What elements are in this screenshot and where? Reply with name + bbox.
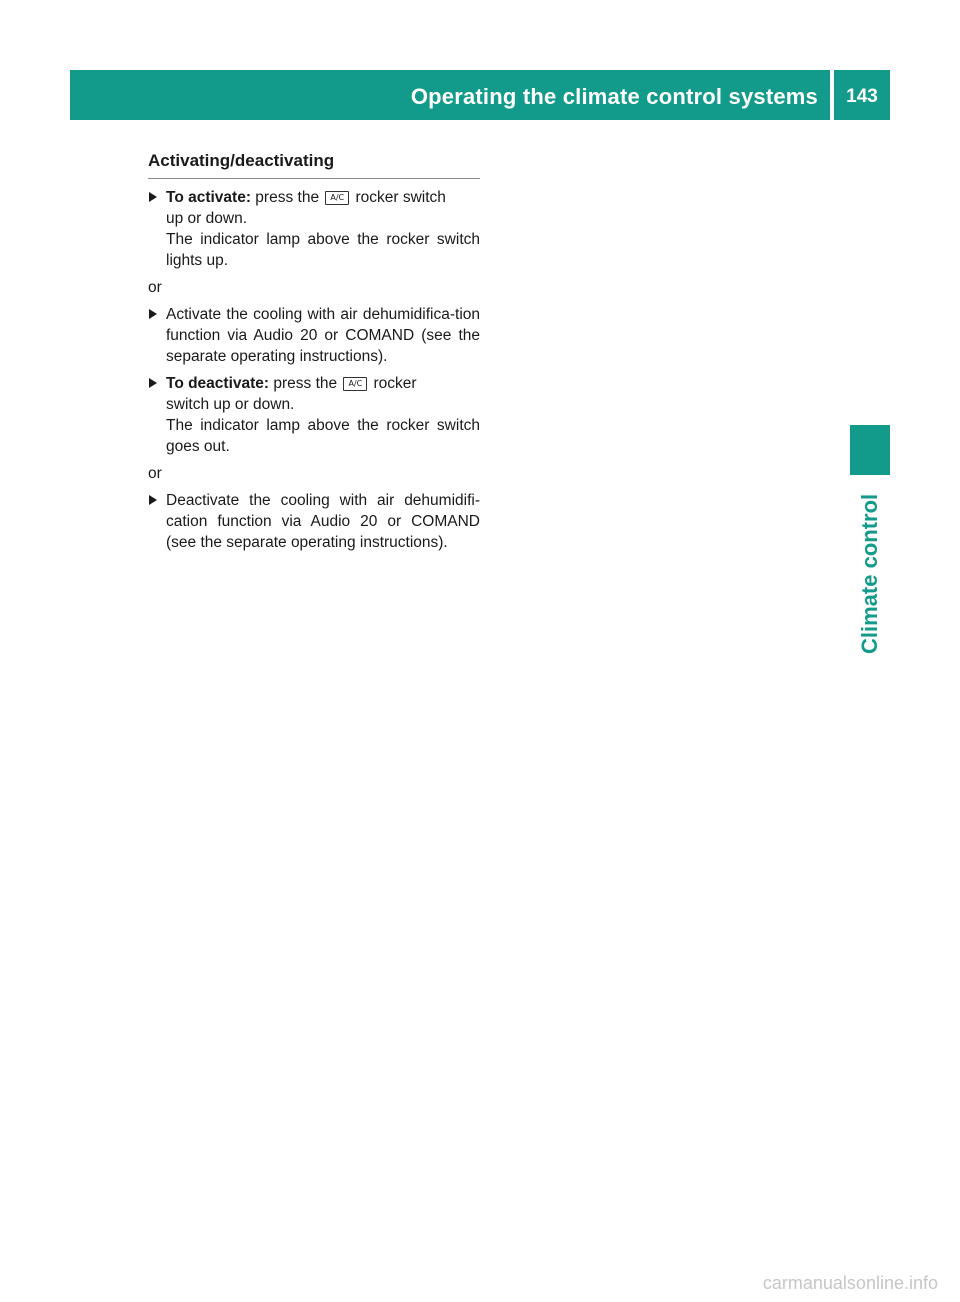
step-activate-alt-text: Activate the cooling with air dehumidifica-tion function via Audio 20 or COMAND (see the separate operating instructions).: [166, 306, 480, 365]
step-deactivate-instruction: [166, 373, 480, 394]
ac-button-icon: A/C: [343, 377, 367, 391]
step-deactivate-alt: [148, 490, 480, 553]
footer-watermark: carmanualsonline.info: [762, 1273, 938, 1293]
step-arrow-icon: [149, 309, 157, 319]
header-page-box: [834, 70, 890, 120]
step-deactivate-result: The indicator lamp above the rocker switch goes out.: [166, 417, 480, 455]
step-activate-line2: up or down.: [166, 210, 247, 227]
side-tab-label: Climate control: [857, 493, 882, 654]
header-title-box: [70, 70, 830, 120]
step-activate-result: The indicator lamp above the rocker switch lights up.: [166, 231, 480, 269]
step-arrow-icon: [149, 192, 157, 202]
step-deactivate-pre: press the: [269, 375, 342, 392]
page-number: 143: [846, 86, 878, 107]
section-heading: Activating/deactivating: [148, 150, 480, 179]
step-deactivate-alt-text: Deactivate the cooling with air dehumidifi-cation function via Audio 20 or COMAND (see the separate operating instructions).: [166, 492, 480, 551]
step-arrow-icon: [149, 378, 157, 388]
side-tab-marker: [850, 425, 890, 475]
step-activate-pre: press the: [251, 189, 324, 206]
step-deactivate: [148, 373, 480, 457]
or-separator-1: or: [148, 279, 162, 296]
step-deactivate-lead: To deactivate:: [166, 375, 270, 392]
page-header: [70, 70, 890, 120]
step-deactivate-line2: switch up or down.: [166, 396, 295, 413]
ac-button-icon: A/C: [325, 191, 349, 205]
step-activate: [148, 187, 480, 271]
step-deactivate-post: rocker: [369, 375, 417, 392]
or-separator-2: or: [148, 465, 162, 482]
chapter-title: Operating the climate control systems: [410, 84, 818, 109]
step-activate-lead: To activate:: [166, 189, 251, 206]
step-arrow-icon: [149, 495, 157, 505]
step-activate-alt: [148, 304, 480, 367]
main-content: [148, 150, 480, 559]
step-activate-post: rocker switch: [351, 189, 446, 206]
step-activate-instruction: [166, 187, 480, 208]
